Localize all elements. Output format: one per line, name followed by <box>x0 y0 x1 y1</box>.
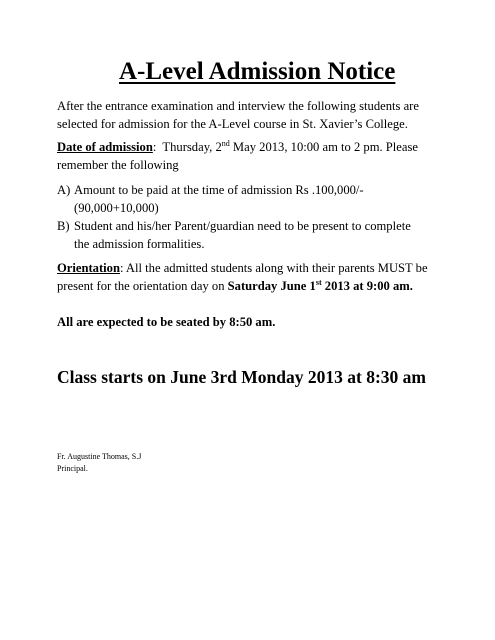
list-marker: B) <box>57 219 70 233</box>
orientation-date-start: Saturday June 1 <box>227 279 316 293</box>
requirements-list <box>57 181 457 253</box>
list-item-text <box>74 181 457 217</box>
orientation-ordinal-suffix: st <box>315 278 322 287</box>
notice-title: A-Level Admission Notice <box>119 58 396 85</box>
orientation-paragraph <box>57 259 457 295</box>
orientation-label: Orientation <box>57 261 120 275</box>
date-of-admission-paragraph <box>57 138 457 174</box>
orientation-colon: : <box>119 261 124 275</box>
list-item-text <box>74 217 457 253</box>
orientation-text: All the admitted students along with their parents MUST be present for the orientation day on <box>57 261 428 293</box>
list-item-line: (90,000+10,000) <box>74 201 159 215</box>
date-of-admission-text-start: Thursday, 2 <box>156 140 222 154</box>
list-item-line: Student and his/her Parent/guardian need to be present to complete <box>74 219 411 233</box>
intro-paragraph: After the entrance examination and interview the following students are selected for admission for the A-Level course in St. Xavier’s College. <box>57 99 419 131</box>
date-of-admission-colon: : <box>152 140 157 154</box>
signatory-role: Principal. <box>57 464 88 473</box>
signature-block <box>57 451 141 475</box>
list-item <box>57 217 457 253</box>
date-of-admission-text-end: May 2013, 10:00 am to 2 pm. Please remember the following <box>57 140 418 172</box>
seated-instruction: All are expected to be seated by 8:50 am. <box>57 315 276 329</box>
list-marker: A) <box>57 183 71 197</box>
list-item-line: Amount to be paid at the time of admission Rs .100,000/- <box>74 183 364 197</box>
signatory-name: Fr. Augustine Thomas, S.J <box>57 452 142 461</box>
list-item <box>57 181 457 217</box>
orientation-date-end: 2013 at 9:00 am. <box>321 279 413 293</box>
date-ordinal-suffix: nd <box>221 139 230 148</box>
list-item-line: the admission formalities. <box>74 237 205 251</box>
date-of-admission-label: Date of admission <box>57 140 153 154</box>
class-start-announcement: Class starts on June 3rd Monday 2013 at 8:30 am <box>57 367 426 387</box>
